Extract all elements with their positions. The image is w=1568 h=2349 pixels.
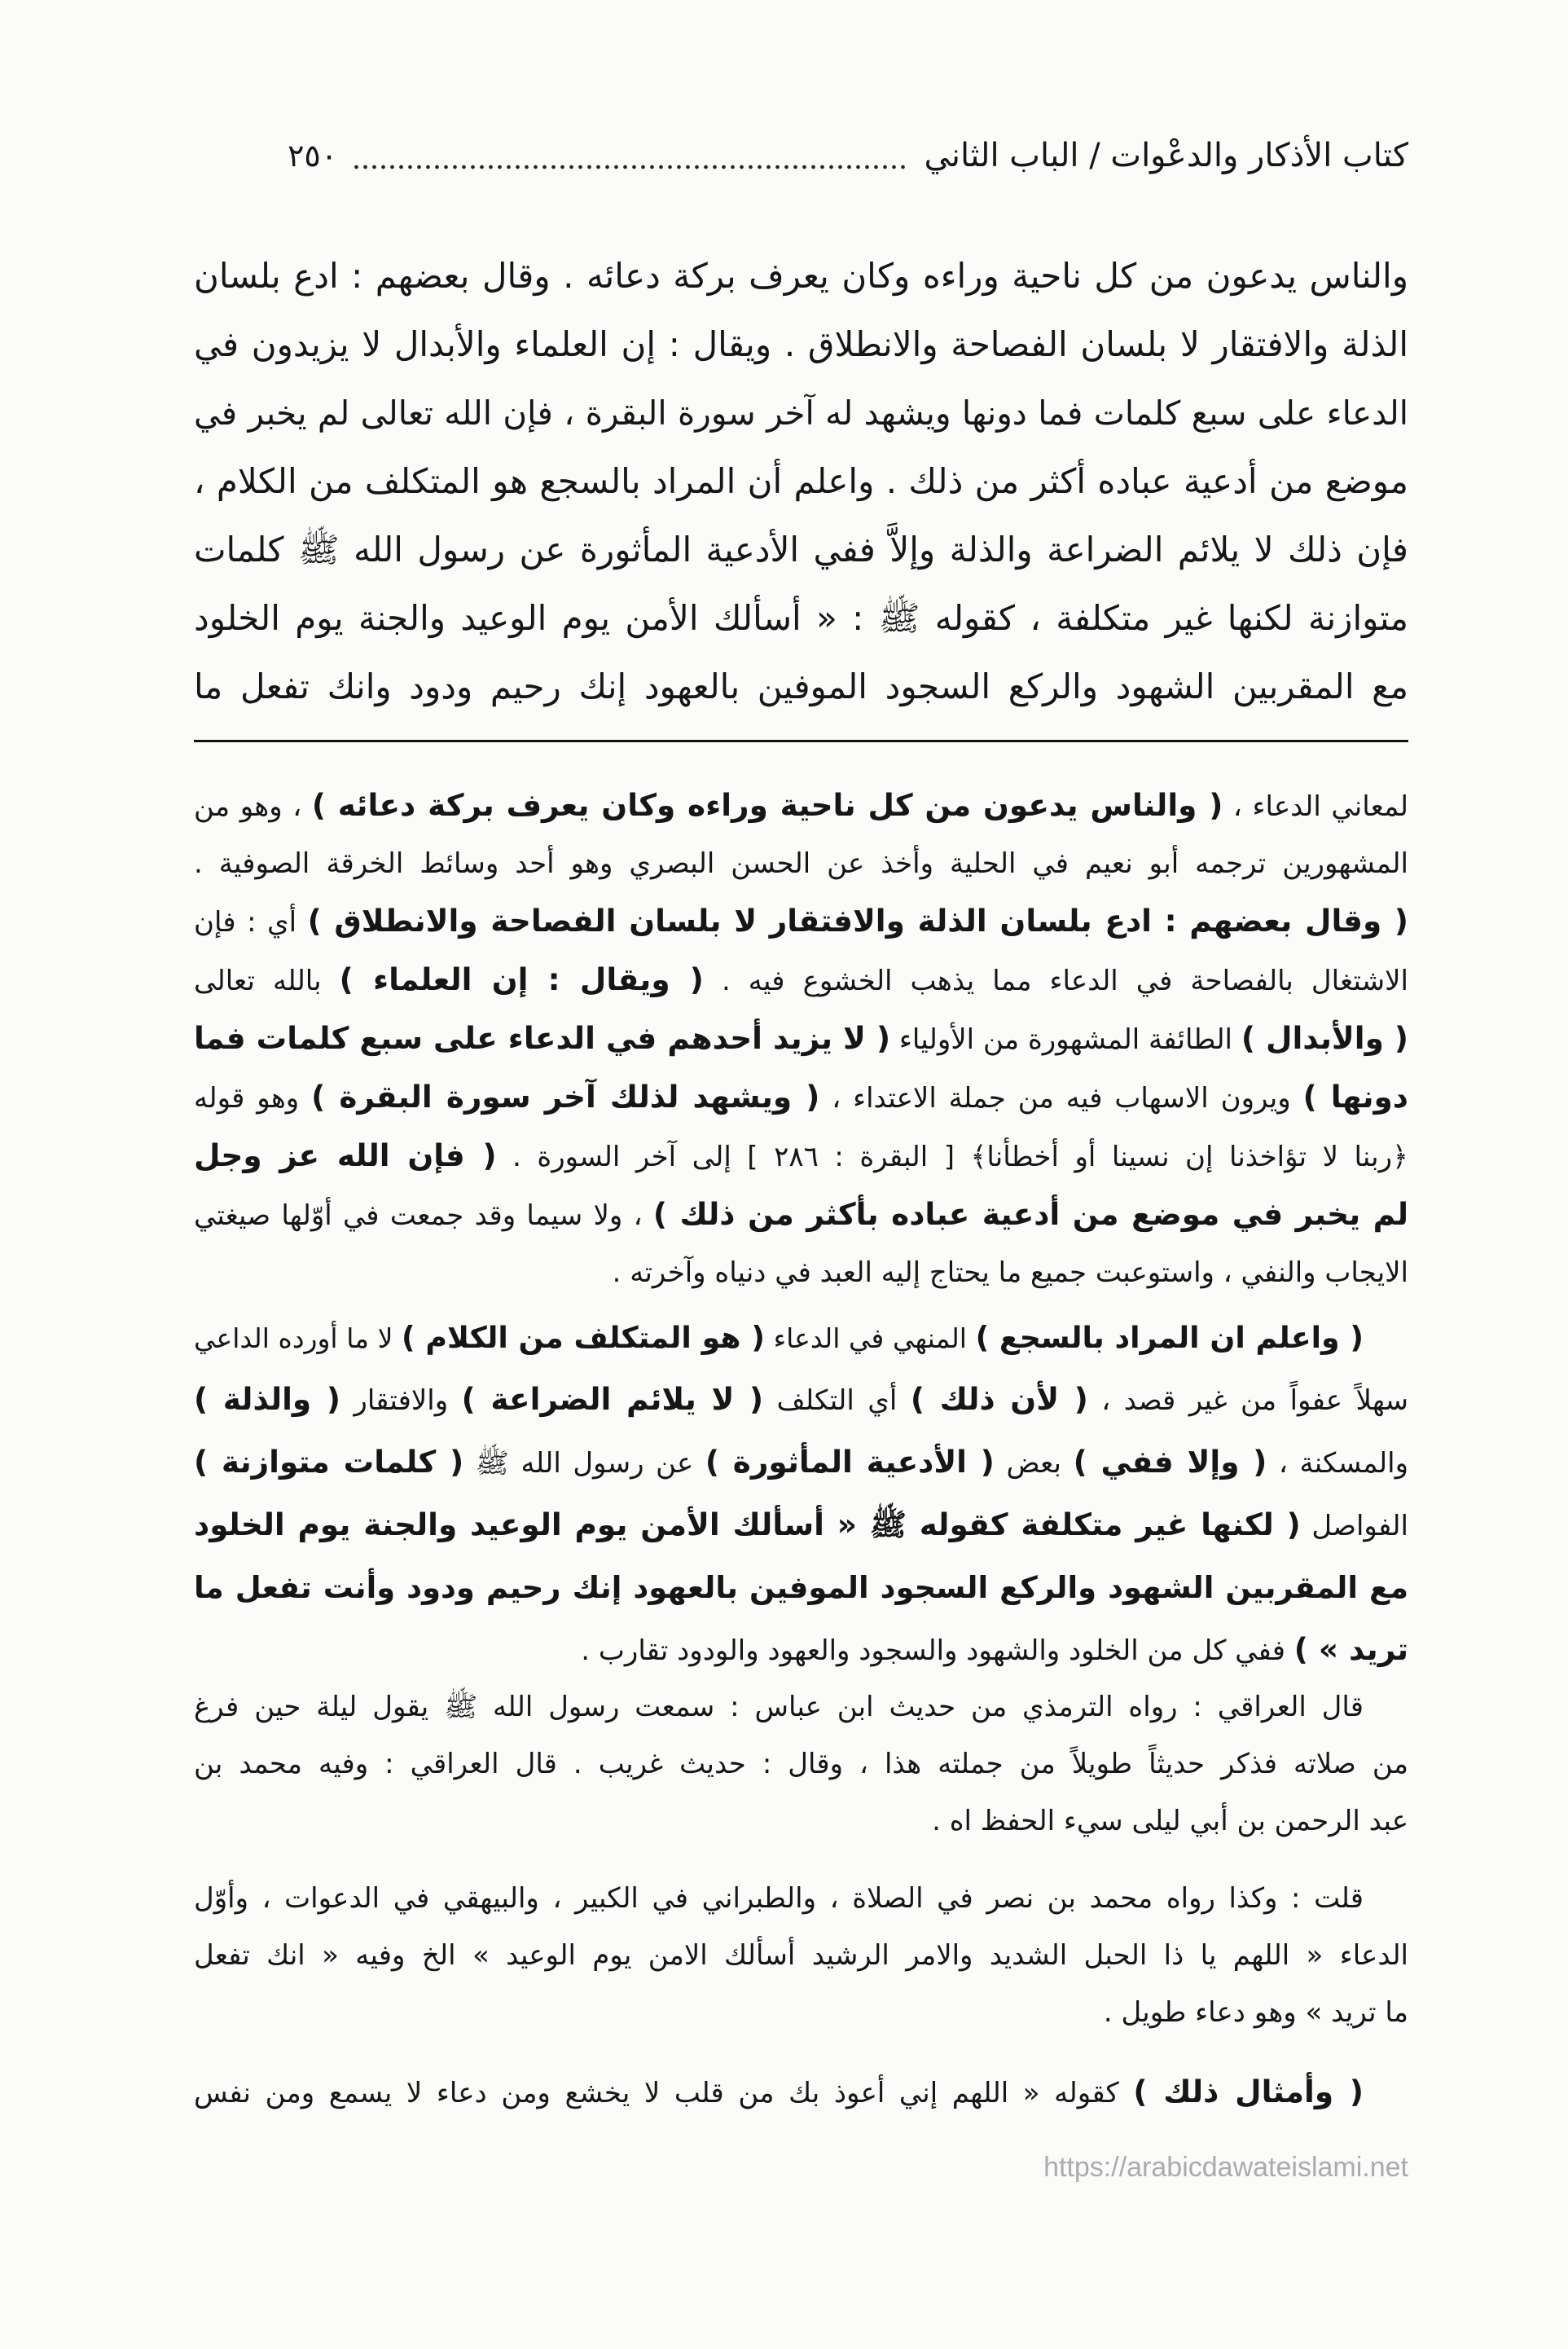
commentary-matn-quote: دونها )	[1302, 1079, 1408, 1115]
commentary-line	[194, 1735, 1408, 1793]
commentary-paragraph	[194, 1307, 1408, 1682]
leader-dots	[352, 152, 909, 170]
commentary-line	[194, 1185, 1408, 1244]
commentary-line	[194, 2063, 1408, 2122]
commentary-text: والافتقار	[340, 1384, 462, 1417]
commentary-text: لا ما أورده الداعي	[194, 1322, 402, 1354]
commentary-paragraph	[194, 1678, 1408, 1850]
commentary-matn-quote: ( وقال بعضهم : ادع بلسان الذلة والافتقار لا بلسان الفصاحة والانطلاق )	[307, 903, 1408, 939]
commentary-text: قلت : وكذا رواه محمد بن نصر في الصلاة ، والطبراني في الكبير ، والبيهقي في الدعوات ، وأوّل	[194, 1882, 1364, 1915]
commentary-line	[194, 1870, 1408, 1927]
main-text-line: موضع من أدعية عباده أكثر من ذلك . واعلم أن المراد بالسجع هو المتكلف من الكلام ،	[194, 461, 1408, 501]
commentary-line	[194, 1307, 1408, 1369]
commentary-line	[194, 1494, 1408, 1557]
commentary-text: ، وهو من	[194, 790, 312, 823]
commentary-line	[194, 835, 1408, 892]
commentary-text: ، ولا سيما وقد جمعت في أوّلها صيغتي	[194, 1199, 653, 1232]
commentary-text: الايجاب والنفي ، واستوعبت جميع ما يحتاج إليه العبد في دنياه وآخرته .	[612, 1256, 1408, 1289]
commentary-matn-quote: ( لأن ذلك )	[910, 1381, 1088, 1417]
commentary-matn-quote: ( لا يلائم الضراعة )	[461, 1381, 764, 1417]
main-text-line: الذلة والافتقار لا بلسان الفصاحة والانطلاق . ويقال : إن العلماء والأبدال لا يزيدون في	[194, 324, 1408, 364]
commentary-matn-quote: ( فإن الله عز وجل	[194, 1137, 497, 1173]
main-text-line: الدعاء على سبع كلمات فما دونها ويشهد له آخر سورة البقرة ، فإن الله تعالى لم يخبر في	[194, 394, 1408, 433]
commentary-matn-quote: ( واعلم ان المراد بالسجع )	[975, 1320, 1364, 1355]
main-text-line: فإن ذلك لا يلائم الضراعة والذلة وإلاَّ ففي الأدعية المأثورة عن رسول الله ﷺ كلمات	[194, 530, 1408, 570]
commentary-paragraph	[194, 1870, 1408, 2041]
commentary-line	[194, 1619, 1408, 1682]
commentary-matn-quote: لم يخبر في موضع من أدعية عباده بأكثر من ذلك )	[652, 1196, 1408, 1232]
page-number: ٢٥٠	[288, 138, 338, 174]
commentary-line	[194, 1432, 1408, 1494]
commentary-matn-quote: مع المقربين الشهود والركع السجود الموفين بالعهود إنك رحيم ودود وأنت تفعل ما	[194, 1570, 1408, 1605]
commentary-text: عبد الرحمن بن أبي ليلى سيء الحفظ اه .	[932, 1805, 1408, 1837]
commentary-text: ﴿ربنا لا تؤاخذنا إن نسينا أو أخطأنا﴾ [ البقرة : ٢٨٦ ] إلى آخر السورة .	[496, 1141, 1408, 1173]
commentary-text: أي التكلف	[763, 1384, 911, 1417]
main-text-line: والناس يدعون من كل ناحية وراءه وكان يعرف بركة دعائه . وقال بعضهم : ادع بلسان	[194, 256, 1408, 296]
commentary-text: ما تريد » وهو دعاء طويل .	[1103, 1996, 1408, 2029]
commentary-matn-quote: ( كلمات متوازنة )	[194, 1444, 464, 1480]
commentary-text: الدعاء « اللهم يا ذا الحبل الشديد والامر الرشيد أسألك الامن يوم الوعيد » الخ وفيه « انك تفعل	[194, 1939, 1408, 1972]
commentary-text: والمسكنة ،	[1267, 1447, 1408, 1480]
commentary-text: الفواصل	[1300, 1510, 1408, 1542]
commentary-matn-quote: ( لكنها غير متكلفة كقوله ﷺ « أسألك الأمن يوم الوعيد والجنة يوم الخلود	[194, 1507, 1301, 1542]
commentary-paragraph	[194, 2063, 1408, 2122]
commentary-matn-quote: ( هو المتكلف من الكلام )	[402, 1320, 765, 1355]
commentary-text: ويرون الاسهاب فيه من جملة الاعتداء ،	[819, 1082, 1303, 1115]
commentary-line	[194, 892, 1408, 951]
commentary-line	[194, 1010, 1408, 1068]
commentary-matn-quote: ( والأبدال )	[1241, 1020, 1408, 1056]
commentary-line	[194, 951, 1408, 1010]
commentary-matn-quote: ( وأمثال ذلك )	[1133, 2074, 1364, 2109]
commentary-line	[194, 1984, 1408, 2041]
commentary-matn-quote: ( لا يزيد أحدهم في الدعاء على سبع كلمات فما	[194, 1020, 891, 1056]
commentary-text: المشهورين ترجمه أبو نعيم في الحلية وأخذ عن الحسن البصري وهو أحد وسائط الخرقة الصوفية .	[194, 847, 1408, 880]
commentary-matn-quote: ( الأدعية المأثورة )	[705, 1444, 995, 1480]
commentary-matn-quote: ( ويشهد لذلك آخر سورة البقرة )	[311, 1079, 820, 1115]
commentary-line	[194, 1369, 1408, 1432]
commentary-text: لمعاني الدعاء ،	[1223, 790, 1408, 823]
running-header	[288, 129, 1408, 183]
commentary-line	[194, 1557, 1408, 1619]
commentary-text: كقوله « اللهم إني أعوذ بك من قلب لا يخشع ومن دعاء لا يسمع ومن نفس	[194, 2077, 1134, 2109]
commentary-line	[194, 1793, 1408, 1850]
commentary-text: وهو قوله	[194, 1082, 312, 1115]
commentary-text: ففي كل من الخلود والشهود والسجود والعهود والودود تقارب .	[581, 1634, 1294, 1667]
commentary-line	[194, 1068, 1408, 1127]
commentary-text: بعض	[994, 1447, 1074, 1480]
commentary-line	[194, 1244, 1408, 1301]
commentary-line	[194, 1127, 1408, 1185]
commentary-matn-quote: ( وإلا ففي )	[1073, 1444, 1267, 1480]
commentary-line	[194, 1927, 1408, 1984]
commentary-matn-quote: ( والناس يدعون من كل ناحية وراءه وكان يعرف بركة دعائه )	[311, 787, 1223, 823]
commentary-text: الطائفة المشهورة من الأولياء	[890, 1023, 1241, 1056]
commentary-text: أي : فإن	[194, 906, 308, 939]
running-title: كتاب الأذكار والدعْوات / الباب الثاني	[924, 137, 1408, 174]
commentary-text: بالله تعالى	[194, 965, 340, 997]
commentary-text: الاشتغال بالفصاحة في الدعاء مما يذهب الخشوع فيه .	[703, 965, 1408, 997]
main-text-line: مع المقربين الشهود والركع السجود الموفين بالعهود إنك رحيم ودود وانك تفعل ما	[194, 666, 1408, 706]
commentary-text: من صلاته فذكر حديثاً طويلاً من جملته هذا ، وقال : حديث غريب . قال العراقي : وفيه محمد بن	[194, 1748, 1408, 1780]
watermark-url: https://arabicdawateislami.net	[1043, 2152, 1408, 2183]
commentary-line	[194, 1678, 1408, 1735]
commentary-line	[194, 776, 1408, 835]
commentary-text: قال العراقي : رواه الترمذي من حديث ابن عباس : سمعت رسول الله ﷺ يقول ليلة حين فرغ	[194, 1691, 1364, 1723]
main-text-line: متوازنة لكنها غير متكلفة ، كقوله ﷺ : « أسألك الأمن يوم الوعيد والجنة يوم الخلود	[194, 598, 1408, 638]
main-text	[194, 242, 1408, 721]
commentary-matn-quote: ( والذلة )	[194, 1381, 340, 1417]
commentary-text: المنهي في الدعاء	[764, 1322, 976, 1354]
commentary-matn-quote: تريد » )	[1293, 1631, 1408, 1667]
commentary-text: عن رسول الله ﷺ	[463, 1447, 705, 1480]
commentary-text: سهلاً عفواً من غير قصد ،	[1087, 1384, 1408, 1417]
separator-rule	[194, 740, 1408, 742]
commentary-paragraph	[194, 776, 1408, 1301]
commentary-matn-quote: ( ويقال : إن العلماء )	[339, 961, 704, 997]
